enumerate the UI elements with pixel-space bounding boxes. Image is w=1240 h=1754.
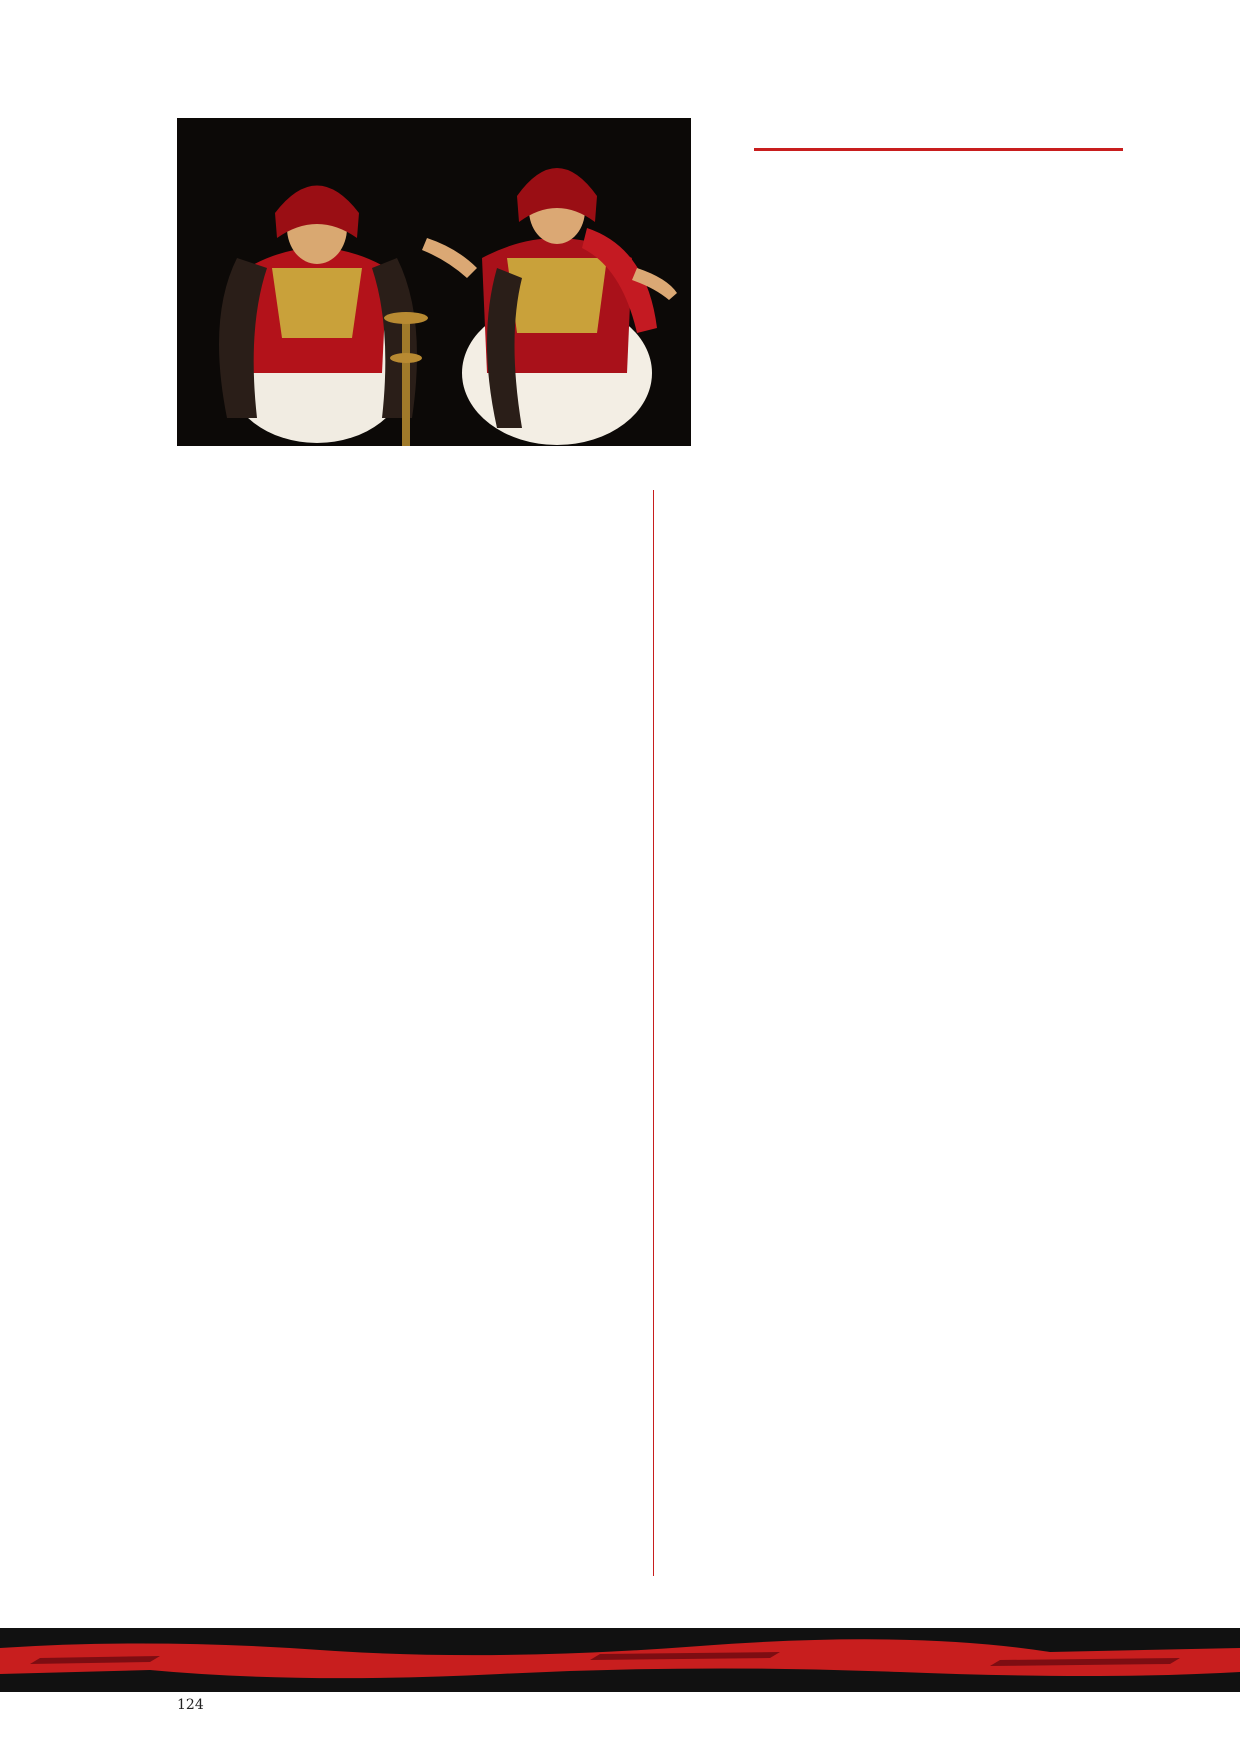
column-divider <box>653 490 654 1576</box>
kathakali-photo <box>177 118 691 446</box>
left-column-text <box>177 510 645 1556</box>
section-heading <box>754 148 1123 185</box>
right-column-top-text <box>663 182 1123 662</box>
right-column-text <box>663 668 1123 1588</box>
footer-brush-graphic <box>0 1628 1240 1692</box>
page-number: 124 <box>177 1697 204 1713</box>
photo-caption <box>177 462 737 484</box>
footer-brush-band <box>0 1628 1240 1692</box>
kathakali-photo-graphic <box>177 118 691 446</box>
